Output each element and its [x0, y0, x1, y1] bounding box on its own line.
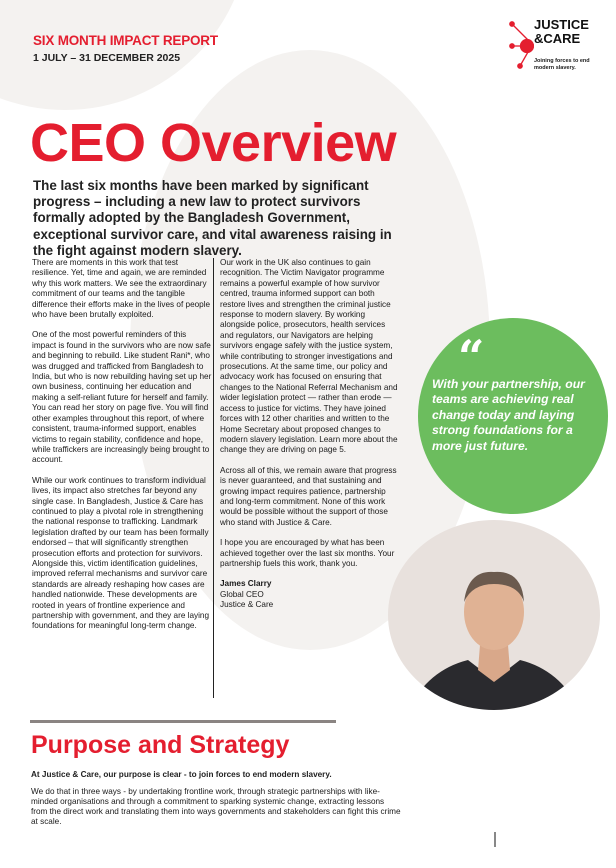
logo-tagline: Joining forces to end modern slavery.: [534, 58, 590, 71]
paragraph: While our work continues to transform individual lives, its impact also stretches far beyond any single case. In Bangladesh, Justice & Care has continued to play a pivotal role in strengthening the national response to trafficking. Landmark legislation drafted by our team has been formally endorsed – that will significantly strengthen prosecution efforts and protection for survivors. Alongside this, victim identification guidelines, improved referral mechanisms and survivor care standards are already reshaping how cases are handled nationwide. These developments are rooted in years of frontline experience and partnership with government, and they are laying foundations for meaningful long-term change.: [32, 475, 210, 631]
paragraph: Our work in the UK also continues to gain recognition. The Victim Navigator programme remains a powerful example of how survivor centred, trauma informed support can both restore lives and strengthen the criminal justice response to modern slavery. By working alongside police, prosecutors, health services and regulators, our Navigators are helping survivors engage safely with the justice system, while contributing to stronger investigations and prosecutions. At the same time, our policy and advocacy work has focused on ensuring that changes to the National Referral Mechanism and wider legislation protect — rather than erode — access to justice for victims. They have joined forces with 12 other charities and written to the Home Secretary about proposed changes to modern slavery legislation. Learn more about the change they are driving on page 5.: [220, 258, 398, 455]
purpose-body: We do that in three ways - by undertaking frontline work, through strategic partnerships with like-minded organisations and through a commitment to sparking systemic change, extracting lessons from the direct work and translating them into ways governments and stakeholders can fight this crime at scale.: [31, 787, 401, 826]
signature-role: Global CEO: [220, 589, 264, 599]
report-dates: 1 JULY – 31 DECEMBER 2025: [33, 52, 181, 64]
quote-mark-icon: “: [458, 330, 485, 384]
right-column: [220, 258, 400, 611]
left-column: [32, 258, 212, 642]
logo-line-1: JUSTICE: [534, 17, 589, 32]
report-title: SIX MONTH IMPACT REPORT: [33, 33, 218, 48]
lead-paragraph: The last six months have been marked by significant progress – including a new law to protect survivors formally adopted by the Bangladesh Government, exceptional survivor care, and vital awareness raising in the fight against modern slavery.: [33, 178, 392, 258]
paragraph: One of the most powerful reminders of this impact is found in the survivors who are now safe and beginning to rebuild. Like student Rani*, who was drugged and trafficked from Bangladesh to India, but who is now rebuilding having set up her own business, continuing her education and making a self-reliant future for herself and family. You can read her story on page five. You will find other examples throughout this report, of where consistent, trauma-informed support, enables victims to regain stability, confidence and hope, while traffickers are increasingly being brought to account.: [32, 330, 212, 465]
justice-care-logo: [508, 14, 604, 84]
network-icon: [508, 18, 534, 78]
section-rule: [30, 720, 336, 723]
column-divider: [213, 258, 214, 698]
paragraph: There are moments in this work that test resilience. Yet, time and again, we are reminded why this work matters. We see the extraordinary commitment of our teams and the tangible difference their efforts make in the lives of people who have been brutally exploited.: [32, 258, 211, 320]
logo-line-2: &CARE: [534, 31, 581, 46]
signature-org: Justice & Care: [220, 600, 274, 610]
paragraph: I hope you are encouraged by what has been achieved together over the last six months. Your partnership fuels this work, thank you.: [220, 538, 395, 568]
section-heading: Purpose and Strategy: [31, 731, 290, 759]
quote-text: With your partnership, our teams are achieving real change today and laying strong foundations for a more just future.: [432, 377, 585, 453]
page-title: CEO Overview: [30, 113, 397, 173]
signature-name: James Clarry: [220, 579, 272, 589]
purpose-intro: At Justice & Care, our purpose is clear - to join forces to end modern slavery.: [31, 770, 332, 779]
paragraph: Across all of this, we remain aware that progress is never guaranteed, and that sustaining and growing impact requires patience, partnership and long-term commitment. None of this work would be possible without the support of those who stand with Justice & Care.: [220, 465, 397, 527]
page-marker: [494, 832, 496, 847]
ceo-portrait: [388, 520, 600, 710]
